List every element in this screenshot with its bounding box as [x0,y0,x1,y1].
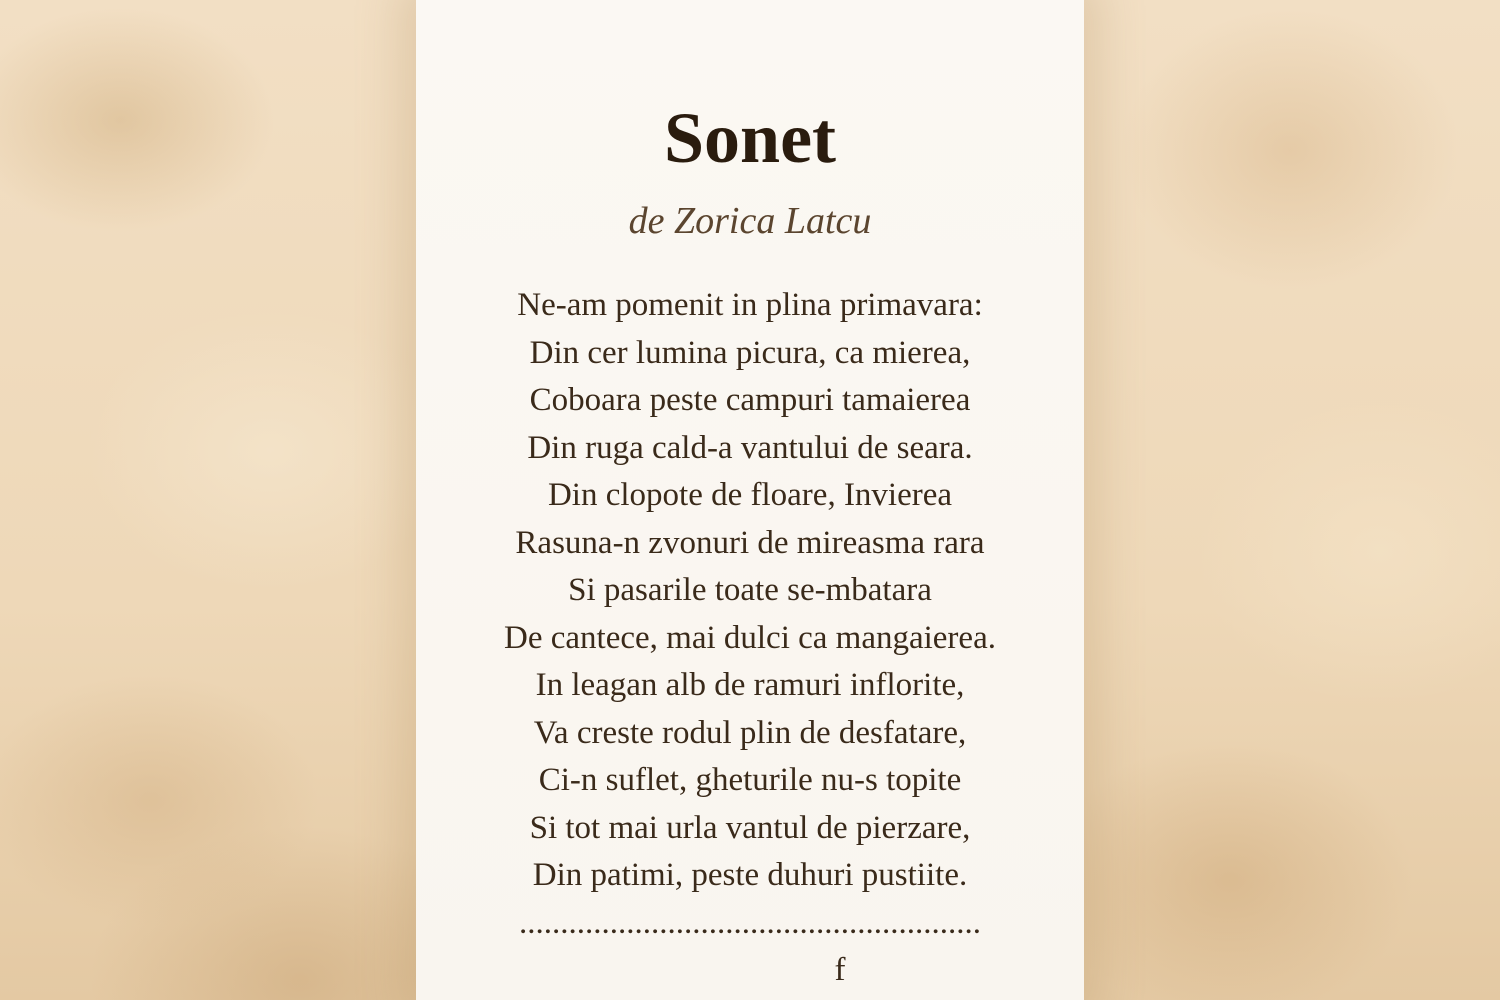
poem-separator: ........................................................ [519,904,981,941]
poem-line: Coboara peste campuri tamaierea [529,382,971,418]
poem-body [416,282,1084,995]
poem-line: De cantece, mai dulci ca mangaierea. [504,619,996,656]
poem-page [416,0,1084,1000]
poem-line: Ne-am pomenit in plina primavara: [517,287,983,323]
poem-line: Rasuna-n zvonuri de mireasma rara [515,524,985,561]
poem-line: Din patimi, peste duhuri pustiite. [532,857,968,893]
poem-line: In leagan alb de ramuri inflorite, [535,667,965,703]
poem-line: Va creste rodul plin de desfatare, [533,714,967,751]
poem-line-cut-off: f [834,952,846,988]
poem-line: Si pasarile toate se-mbatara [568,572,932,608]
poem-author: de Zorica Latcu [628,200,872,242]
poem-line: Din clopote de floare, Invierea [547,477,953,513]
poem-line: Din cer lumina picura, ca mierea, [529,334,971,371]
poem-line: Si tot mai urla vantul de pierzare, [529,809,971,846]
poem-line: Din ruga cald-a vantului de seara. [527,429,973,466]
poem-line: Ci-n suflet, gheturile nu-s topite [538,762,962,798]
poem-title: Sonet [663,98,837,178]
